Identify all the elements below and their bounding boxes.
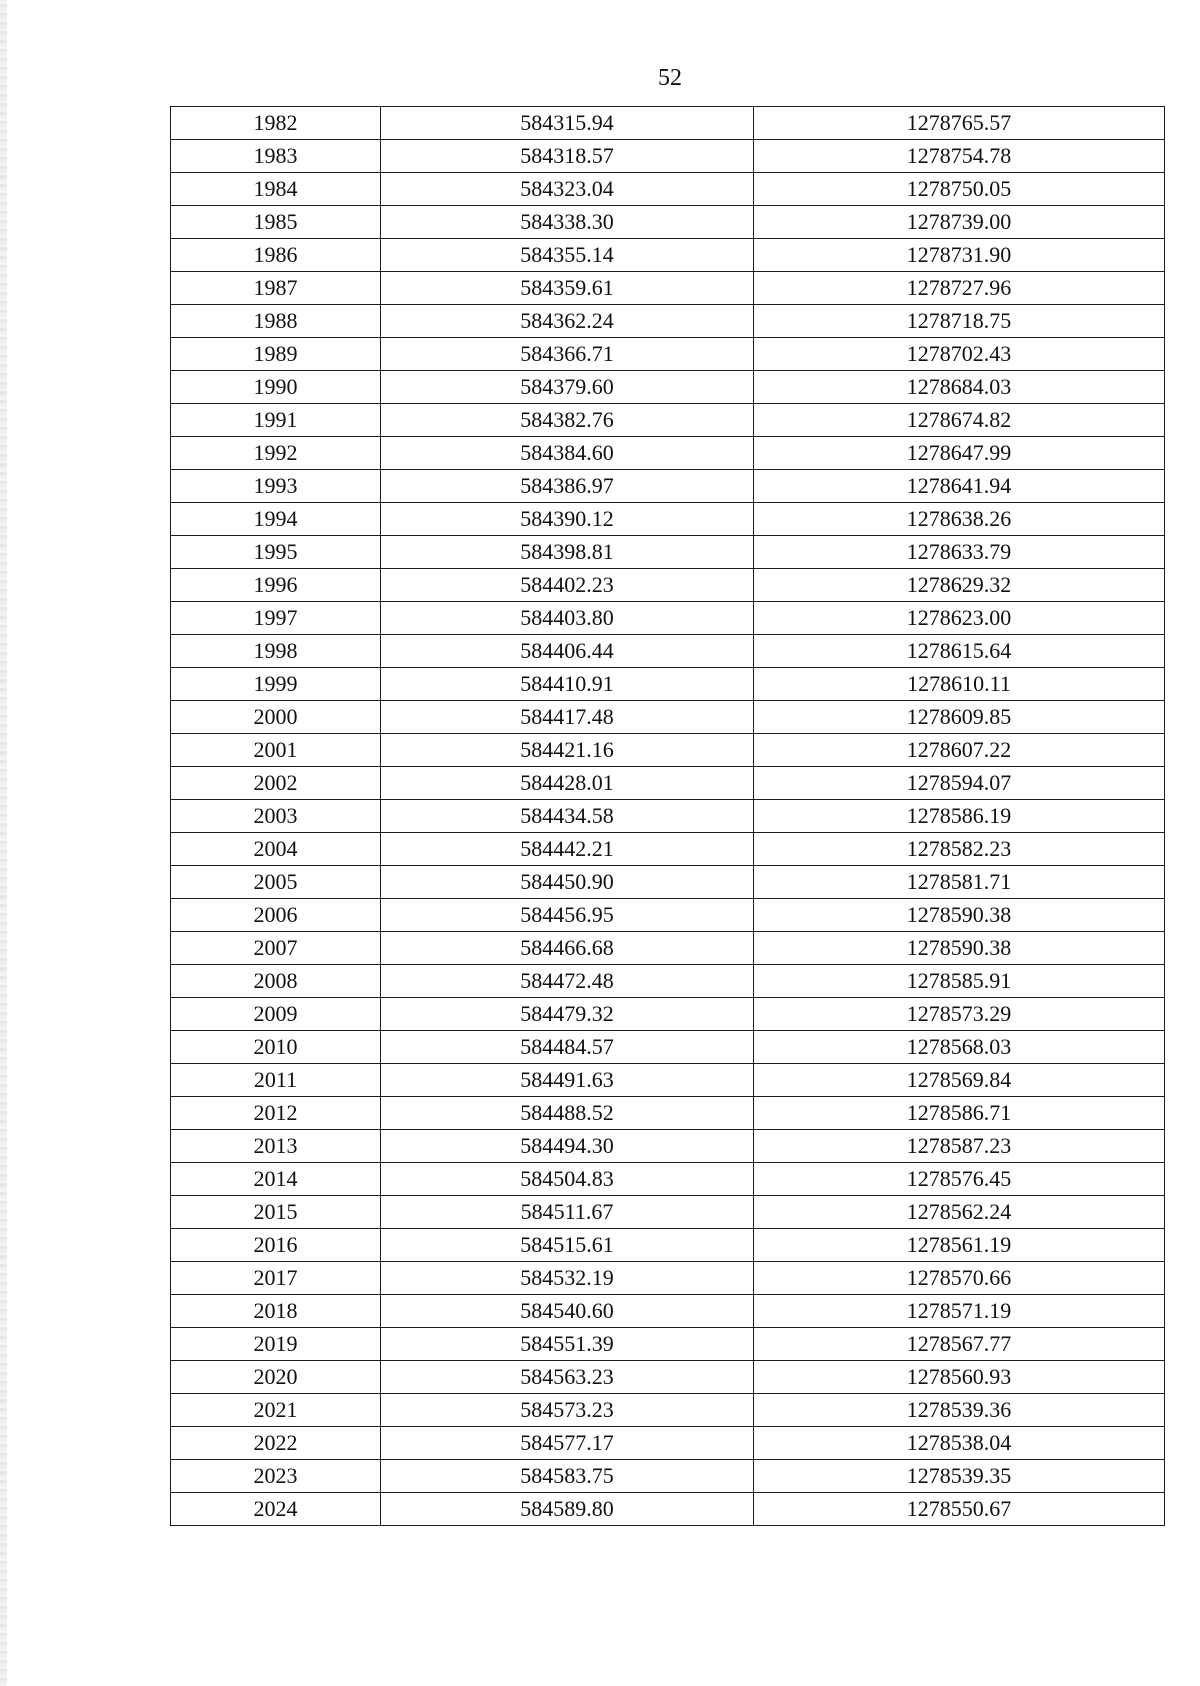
point-number-cell: 1985 xyxy=(171,206,381,239)
point-number-cell: 2015 xyxy=(171,1196,381,1229)
table-row xyxy=(171,866,1165,899)
x-coordinate-cell: 584491.63 xyxy=(381,1064,754,1097)
x-coordinate-cell: 584479.32 xyxy=(381,998,754,1031)
y-coordinate-cell: 1278539.36 xyxy=(754,1394,1165,1427)
point-number-cell: 1982 xyxy=(171,107,381,140)
y-coordinate-cell: 1278568.03 xyxy=(754,1031,1165,1064)
y-coordinate-cell: 1278590.38 xyxy=(754,899,1165,932)
point-number-cell: 1990 xyxy=(171,371,381,404)
x-coordinate-cell: 584382.76 xyxy=(381,404,754,437)
x-coordinate-cell: 584315.94 xyxy=(381,107,754,140)
table-row xyxy=(171,635,1165,668)
y-coordinate-cell: 1278581.71 xyxy=(754,866,1165,899)
y-coordinate-cell: 1278718.75 xyxy=(754,305,1165,338)
table-row xyxy=(171,206,1165,239)
point-number-cell: 2011 xyxy=(171,1064,381,1097)
y-coordinate-cell: 1278594.07 xyxy=(754,767,1165,800)
x-coordinate-cell: 584379.60 xyxy=(381,371,754,404)
table-row xyxy=(171,371,1165,404)
y-coordinate-cell: 1278562.24 xyxy=(754,1196,1165,1229)
table-row xyxy=(171,239,1165,272)
y-coordinate-cell: 1278539.35 xyxy=(754,1460,1165,1493)
point-number-cell: 1992 xyxy=(171,437,381,470)
x-coordinate-cell: 584398.81 xyxy=(381,536,754,569)
point-number-cell: 2001 xyxy=(171,734,381,767)
y-coordinate-cell: 1278629.32 xyxy=(754,569,1165,602)
x-coordinate-cell: 584456.95 xyxy=(381,899,754,932)
y-coordinate-cell: 1278609.85 xyxy=(754,701,1165,734)
y-coordinate-cell: 1278587.23 xyxy=(754,1130,1165,1163)
x-coordinate-cell: 584563.23 xyxy=(381,1361,754,1394)
point-number-cell: 2002 xyxy=(171,767,381,800)
x-coordinate-cell: 584484.57 xyxy=(381,1031,754,1064)
y-coordinate-cell: 1278586.71 xyxy=(754,1097,1165,1130)
point-number-cell: 2010 xyxy=(171,1031,381,1064)
point-number-cell: 2008 xyxy=(171,965,381,998)
point-number-cell: 2000 xyxy=(171,701,381,734)
table-row xyxy=(171,1130,1165,1163)
y-coordinate-cell: 1278765.57 xyxy=(754,107,1165,140)
x-coordinate-cell: 584551.39 xyxy=(381,1328,754,1361)
y-coordinate-cell: 1278570.66 xyxy=(754,1262,1165,1295)
point-number-cell: 2013 xyxy=(171,1130,381,1163)
y-coordinate-cell: 1278607.22 xyxy=(754,734,1165,767)
x-coordinate-cell: 584515.61 xyxy=(381,1229,754,1262)
y-coordinate-cell: 1278571.19 xyxy=(754,1295,1165,1328)
x-coordinate-cell: 584318.57 xyxy=(381,140,754,173)
x-coordinate-cell: 584323.04 xyxy=(381,173,754,206)
table-row xyxy=(171,305,1165,338)
point-number-cell: 1998 xyxy=(171,635,381,668)
point-number-cell: 1988 xyxy=(171,305,381,338)
y-coordinate-cell: 1278638.26 xyxy=(754,503,1165,536)
x-coordinate-cell: 584386.97 xyxy=(381,470,754,503)
table-row xyxy=(171,668,1165,701)
y-coordinate-cell: 1278684.03 xyxy=(754,371,1165,404)
table-row xyxy=(171,437,1165,470)
table-row xyxy=(171,1361,1165,1394)
x-coordinate-cell: 584589.80 xyxy=(381,1493,754,1526)
y-coordinate-cell: 1278610.11 xyxy=(754,668,1165,701)
x-coordinate-cell: 584583.75 xyxy=(381,1460,754,1493)
x-coordinate-cell: 584532.19 xyxy=(381,1262,754,1295)
point-number-cell: 1991 xyxy=(171,404,381,437)
table-row xyxy=(171,833,1165,866)
point-number-cell: 2020 xyxy=(171,1361,381,1394)
table-row xyxy=(171,173,1165,206)
table-row xyxy=(171,1229,1165,1262)
point-number-cell: 2003 xyxy=(171,800,381,833)
x-coordinate-cell: 584384.60 xyxy=(381,437,754,470)
table-row xyxy=(171,1427,1165,1460)
y-coordinate-cell: 1278739.00 xyxy=(754,206,1165,239)
x-coordinate-cell: 584577.17 xyxy=(381,1427,754,1460)
point-number-cell: 2024 xyxy=(171,1493,381,1526)
x-coordinate-cell: 584466.68 xyxy=(381,932,754,965)
table-row xyxy=(171,1031,1165,1064)
point-number-cell: 2007 xyxy=(171,932,381,965)
table-row xyxy=(171,734,1165,767)
x-coordinate-cell: 584511.67 xyxy=(381,1196,754,1229)
point-number-cell: 2012 xyxy=(171,1097,381,1130)
y-coordinate-cell: 1278633.79 xyxy=(754,536,1165,569)
point-number-cell: 1993 xyxy=(171,470,381,503)
x-coordinate-cell: 584472.48 xyxy=(381,965,754,998)
table-row xyxy=(171,503,1165,536)
y-coordinate-cell: 1278573.29 xyxy=(754,998,1165,1031)
y-coordinate-cell: 1278586.19 xyxy=(754,800,1165,833)
x-coordinate-cell: 584403.80 xyxy=(381,602,754,635)
table-row xyxy=(171,1460,1165,1493)
table-row xyxy=(171,932,1165,965)
y-coordinate-cell: 1278585.91 xyxy=(754,965,1165,998)
x-coordinate-cell: 584540.60 xyxy=(381,1295,754,1328)
table-row xyxy=(171,1097,1165,1130)
x-coordinate-cell: 584488.52 xyxy=(381,1097,754,1130)
x-coordinate-cell: 584504.83 xyxy=(381,1163,754,1196)
table-row xyxy=(171,602,1165,635)
y-coordinate-cell: 1278582.23 xyxy=(754,833,1165,866)
table-row xyxy=(171,998,1165,1031)
table-row xyxy=(171,1394,1165,1427)
table-row xyxy=(171,1262,1165,1295)
table-row xyxy=(171,1163,1165,1196)
y-coordinate-cell: 1278647.99 xyxy=(754,437,1165,470)
point-number-cell: 2021 xyxy=(171,1394,381,1427)
point-number-cell: 2022 xyxy=(171,1427,381,1460)
point-number-cell: 2005 xyxy=(171,866,381,899)
point-number-cell: 2019 xyxy=(171,1328,381,1361)
x-coordinate-cell: 584355.14 xyxy=(381,239,754,272)
y-coordinate-cell: 1278569.84 xyxy=(754,1064,1165,1097)
table-row xyxy=(171,536,1165,569)
x-coordinate-cell: 584359.61 xyxy=(381,272,754,305)
page-number: 52 xyxy=(658,65,682,91)
table-row xyxy=(171,272,1165,305)
y-coordinate-cell: 1278538.04 xyxy=(754,1427,1165,1460)
table-row xyxy=(171,965,1165,998)
y-coordinate-cell: 1278590.38 xyxy=(754,932,1165,965)
table-row xyxy=(171,800,1165,833)
point-number-cell: 2023 xyxy=(171,1460,381,1493)
coordinates-table-body xyxy=(171,107,1165,1526)
point-number-cell: 2017 xyxy=(171,1262,381,1295)
table-row xyxy=(171,1328,1165,1361)
y-coordinate-cell: 1278623.00 xyxy=(754,602,1165,635)
x-coordinate-cell: 584402.23 xyxy=(381,569,754,602)
point-number-cell: 1989 xyxy=(171,338,381,371)
coordinates-table xyxy=(170,106,1165,1526)
point-number-cell: 1997 xyxy=(171,602,381,635)
point-number-cell: 1996 xyxy=(171,569,381,602)
y-coordinate-cell: 1278641.94 xyxy=(754,470,1165,503)
x-coordinate-cell: 584406.44 xyxy=(381,635,754,668)
scan-edge-shadow xyxy=(0,0,7,1686)
x-coordinate-cell: 584417.48 xyxy=(381,701,754,734)
point-number-cell: 1983 xyxy=(171,140,381,173)
table-row xyxy=(171,1493,1165,1526)
y-coordinate-cell: 1278750.05 xyxy=(754,173,1165,206)
x-coordinate-cell: 584573.23 xyxy=(381,1394,754,1427)
point-number-cell: 2016 xyxy=(171,1229,381,1262)
table-row xyxy=(171,899,1165,932)
table-row xyxy=(171,701,1165,734)
y-coordinate-cell: 1278727.96 xyxy=(754,272,1165,305)
x-coordinate-cell: 584410.91 xyxy=(381,668,754,701)
y-coordinate-cell: 1278550.67 xyxy=(754,1493,1165,1526)
x-coordinate-cell: 584450.90 xyxy=(381,866,754,899)
x-coordinate-cell: 584434.58 xyxy=(381,800,754,833)
point-number-cell: 1994 xyxy=(171,503,381,536)
point-number-cell: 2018 xyxy=(171,1295,381,1328)
x-coordinate-cell: 584390.12 xyxy=(381,503,754,536)
x-coordinate-cell: 584338.30 xyxy=(381,206,754,239)
x-coordinate-cell: 584366.71 xyxy=(381,338,754,371)
x-coordinate-cell: 584494.30 xyxy=(381,1130,754,1163)
point-number-cell: 1999 xyxy=(171,668,381,701)
y-coordinate-cell: 1278561.19 xyxy=(754,1229,1165,1262)
y-coordinate-cell: 1278754.78 xyxy=(754,140,1165,173)
x-coordinate-cell: 584428.01 xyxy=(381,767,754,800)
point-number-cell: 2004 xyxy=(171,833,381,866)
y-coordinate-cell: 1278702.43 xyxy=(754,338,1165,371)
x-coordinate-cell: 584362.24 xyxy=(381,305,754,338)
y-coordinate-cell: 1278567.77 xyxy=(754,1328,1165,1361)
y-coordinate-cell: 1278674.82 xyxy=(754,404,1165,437)
x-coordinate-cell: 584421.16 xyxy=(381,734,754,767)
point-number-cell: 2006 xyxy=(171,899,381,932)
table-row xyxy=(171,1196,1165,1229)
table-row xyxy=(171,1295,1165,1328)
y-coordinate-cell: 1278615.64 xyxy=(754,635,1165,668)
table-row xyxy=(171,140,1165,173)
y-coordinate-cell: 1278560.93 xyxy=(754,1361,1165,1394)
table-row xyxy=(171,404,1165,437)
point-number-cell: 2014 xyxy=(171,1163,381,1196)
table-row xyxy=(171,470,1165,503)
table-row xyxy=(171,338,1165,371)
point-number-cell: 1995 xyxy=(171,536,381,569)
point-number-cell: 1984 xyxy=(171,173,381,206)
point-number-cell: 1987 xyxy=(171,272,381,305)
table-row xyxy=(171,767,1165,800)
y-coordinate-cell: 1278731.90 xyxy=(754,239,1165,272)
x-coordinate-cell: 584442.21 xyxy=(381,833,754,866)
point-number-cell: 1986 xyxy=(171,239,381,272)
table-row xyxy=(171,1064,1165,1097)
table-row xyxy=(171,107,1165,140)
y-coordinate-cell: 1278576.45 xyxy=(754,1163,1165,1196)
point-number-cell: 2009 xyxy=(171,998,381,1031)
table-row xyxy=(171,569,1165,602)
